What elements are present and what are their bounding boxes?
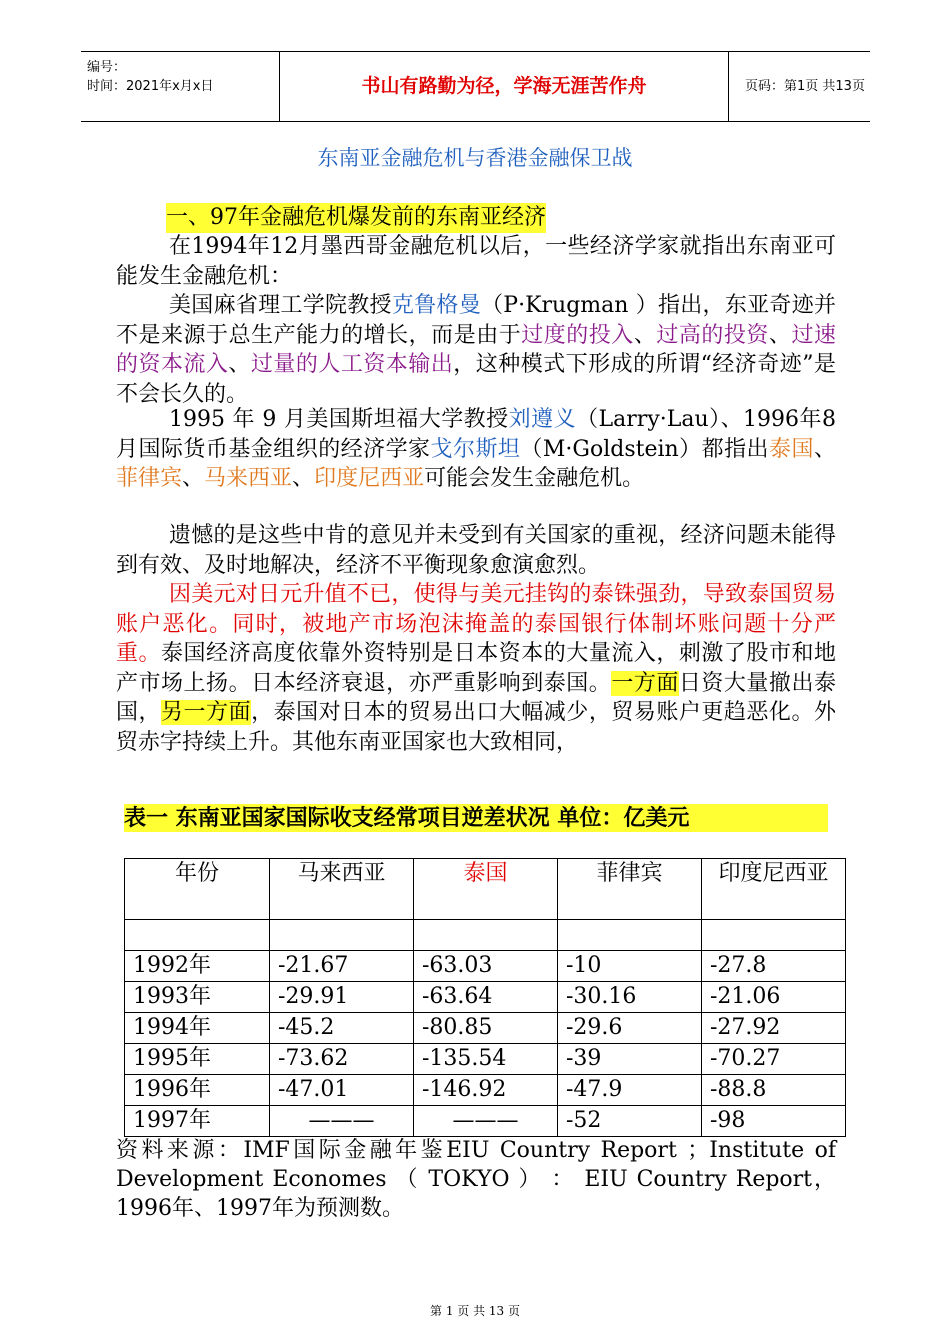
table-cell: ——— [270,1106,414,1137]
table-cell [125,920,270,951]
highlight-one-hand: 一方面 [611,670,679,696]
table-cell: -52 [558,1106,702,1137]
table-cell [270,920,414,951]
header-motto: 书山有路勤为径，学海无涯苦作舟 [279,52,729,121]
table-cell: 1997年 [125,1106,270,1137]
text: 、 [182,466,205,491]
country-thailand: 泰国 [769,436,814,462]
country-philippines: 菲律宾 [116,466,183,491]
table-row [125,1106,846,1137]
table-cell: -29.6 [558,1013,702,1044]
country-malaysia: 马来西亚 [204,466,293,491]
goldstein-name: 戈尔斯坦 [430,436,521,462]
table-cell: -70.27 [702,1044,846,1075]
table-cell: -21.67 [270,951,414,982]
table-cell: -88.8 [702,1075,846,1106]
text: ，泰国对日本的贸易出口大幅减少，贸易账户更趋恶化。外贸赤字持续上升。其他东南亚国家也大致相同， [116,700,836,755]
table-cell: 1995年 [125,1044,270,1075]
table-row [125,951,846,982]
text: 、 [768,322,792,348]
table-cell: -47.9 [558,1075,702,1106]
table-row [125,1044,846,1075]
table-cell: -27.8 [702,951,846,982]
highlight-other-hand: 另一方面 [161,700,252,725]
text: （Larry·Lau）、1996年8月国际货币基金组织的经济学家 [116,407,836,462]
text: 、 [292,466,315,491]
page-footer: 第 1 页 共 13 页 [430,1304,520,1318]
number-label: 编号： [87,60,127,75]
header-year: 年份 [125,859,270,920]
term-over-invest: 过度的投入 [521,322,634,348]
table-header-row [125,859,846,920]
table-cell: -39 [558,1044,702,1075]
paragraph-2 [116,291,836,409]
section-heading: 一、97年金融危机爆发前的东南亚经济 [166,203,546,233]
table-row [125,1013,846,1044]
paragraph-4: 遗憾的是这些中肯的意见并未受到有关国家的重视，经济问题未能得到有效、及时地解决，经济不平衡现象愈演愈烈。 [116,523,836,578]
table-cell [558,920,702,951]
text: 日资大量撤出泰国， [116,670,836,725]
table-cell: 1996年 [125,1075,270,1106]
table-row [125,982,846,1013]
paragraph-3 [116,405,836,494]
table-row [125,1075,846,1106]
term-over-output: 过量的人工资本输出 [250,352,454,377]
text: 泰国经济高度依靠外资特别是日本资本的大量流入，刺激了股市和地产市场上扬。日本经济衰退，亦严重影响到泰国。 [116,641,836,696]
time-label: 时间：2021年x月x日 [87,79,214,94]
table-cell: -80.85 [414,1013,558,1044]
text: （M·Goldstein）都指出 [520,436,770,462]
table-cell: -21.06 [702,982,846,1013]
deficit-table [124,858,846,1137]
document-title: 东南亚金融危机与香港金融保卫战 [317,146,633,170]
country-indonesia: 印度尼西亚 [314,466,425,491]
table-cell [702,920,846,951]
table-cell: -30.16 [558,982,702,1013]
table-cell: 1994年 [125,1013,270,1044]
table-cell: -146.92 [414,1075,558,1106]
lau-name: 刘遵义 [508,407,577,432]
paragraph-5 [116,580,836,757]
table-cell: -27.92 [702,1013,846,1044]
table-caption: 表一 东南亚国家国际收支经常项目逆差状况 单位：亿美元 [124,804,828,832]
text: （P·Krugman ）指出，东亚奇迹并不是来源于总生产能力的增长，而是由于 [116,293,836,348]
text: 、 [633,322,657,348]
source-note: 资料来源：IMF国际金融年鉴EIU Country Report ；Institute of Development Economes （ TOKYO ） ： EIU Country Report，1996年、1997年为预测数。 [116,1138,836,1221]
table-cell: -63.64 [414,982,558,1013]
text: 1995 年 9 月美国斯坦福大学教授 [169,407,509,432]
table-cell: -98 [702,1106,846,1137]
table-cell: -29.91 [270,982,414,1013]
header-meta [81,52,279,121]
table-blank-row [125,920,846,951]
table-cell: -73.62 [270,1044,414,1075]
header-page-code: 页码：第1页 共13页 [745,79,865,94]
table-cell: -135.54 [414,1044,558,1075]
table-cell: -63.03 [414,951,558,982]
text: 可能会发生金融危机。 [424,466,645,491]
header-thailand: 泰国 [414,859,558,920]
term-over-flow: 过速的资本流入 [116,322,836,377]
term-over-capital: 过高的投资 [656,322,769,348]
header-philippines: 菲律宾 [558,859,702,920]
red-passage: 因美元对日元升值不已，使得与美元挂钩的泰铢强劲，导致泰国贸易账户恶化。同时，被地产市场泡沫掩盖的泰国银行体制坏账问题十分严重。 [116,582,836,666]
text: 、 [813,436,836,462]
header-indonesia: 印度尼西亚 [702,859,846,920]
text: ，这种模式下形成的所谓“经济奇迹”是不会长久的。 [116,352,836,407]
paragraph-1: 在1994年12月墨西哥金融危机以后，一些经济学家就指出东南亚可能发生金融危机： [116,234,836,289]
header-malaysia: 马来西亚 [270,859,414,920]
krugman-name: 克鲁格曼 [391,293,481,318]
table-cell: -10 [558,951,702,982]
text: 、 [228,352,251,377]
table-cell: 1993年 [125,982,270,1013]
table-cell: ——— [414,1106,558,1137]
text: 美国麻省理工学院教授 [169,293,392,318]
table-cell [414,920,558,951]
page-header [81,51,870,122]
table-cell: 1992年 [125,951,270,982]
table-cell: -45.2 [270,1013,414,1044]
table-cell: -47.01 [270,1075,414,1106]
